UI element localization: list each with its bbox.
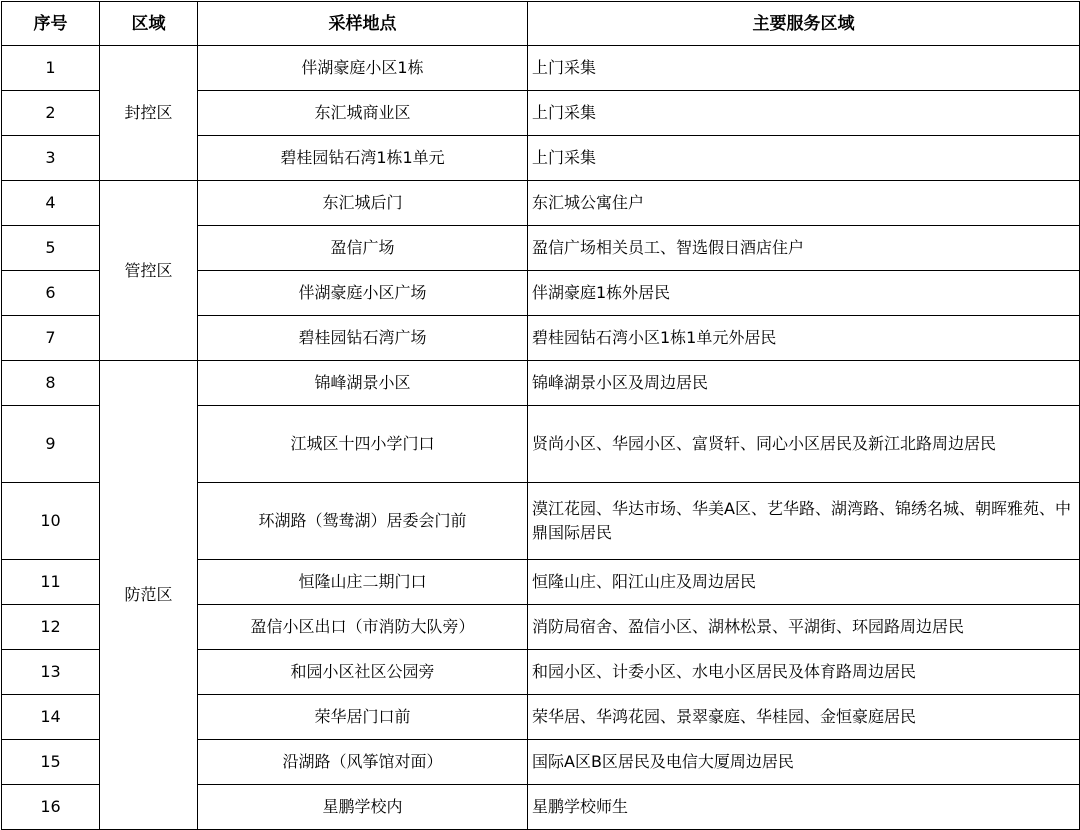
service-area: 和园小区、计委小区、水电小区居民及体育路周边居民 bbox=[528, 650, 1080, 695]
service-area: 贤尚小区、华园小区、富贤轩、同心小区居民及新江北路周边居民 bbox=[528, 406, 1080, 483]
row-number: 15 bbox=[2, 740, 100, 785]
sampling-site: 锦峰湖景小区 bbox=[198, 361, 528, 406]
zone-cell: 防范区 bbox=[100, 361, 198, 830]
sampling-site: 东汇城商业区 bbox=[198, 91, 528, 136]
service-area: 漠江花园、华达市场、华美A区、艺华路、湖湾路、锦绣名城、朝晖雅苑、中鼎国际居民 bbox=[528, 483, 1080, 560]
sampling-site: 伴湖豪庭小区1栋 bbox=[198, 46, 528, 91]
sampling-site: 盈信广场 bbox=[198, 226, 528, 271]
sampling-site: 东汇城后门 bbox=[198, 181, 528, 226]
row-number: 11 bbox=[2, 560, 100, 605]
row-number: 13 bbox=[2, 650, 100, 695]
row-number: 4 bbox=[2, 181, 100, 226]
service-area: 盈信广场相关员工、智选假日酒店住户 bbox=[528, 226, 1080, 271]
service-area: 碧桂园钻石湾小区1栋1单元外居民 bbox=[528, 316, 1080, 361]
table-row bbox=[2, 181, 1080, 226]
sampling-site: 碧桂园钻石湾广场 bbox=[198, 316, 528, 361]
service-area: 消防局宿舍、盈信小区、湖林松景、平湖街、环园路周边居民 bbox=[528, 605, 1080, 650]
service-area: 上门采集 bbox=[528, 136, 1080, 181]
row-number: 14 bbox=[2, 695, 100, 740]
sampling-site: 荣华居门口前 bbox=[198, 695, 528, 740]
header-no: 序号 bbox=[2, 2, 100, 46]
row-number: 7 bbox=[2, 316, 100, 361]
sampling-site: 碧桂园钻石湾1栋1单元 bbox=[198, 136, 528, 181]
sampling-site: 环湖路（鸳鸯湖）居委会门前 bbox=[198, 483, 528, 560]
sampling-site: 星鹏学校内 bbox=[198, 785, 528, 830]
service-area: 伴湖豪庭1栋外居民 bbox=[528, 271, 1080, 316]
header-zone: 区域 bbox=[100, 2, 198, 46]
sampling-sites-table bbox=[1, 1, 1080, 830]
row-number: 1 bbox=[2, 46, 100, 91]
service-area: 星鹏学校师生 bbox=[528, 785, 1080, 830]
header-site: 采样地点 bbox=[198, 2, 528, 46]
row-number: 9 bbox=[2, 406, 100, 483]
table-row bbox=[2, 361, 1080, 406]
zone-cell: 封控区 bbox=[100, 46, 198, 181]
header-service: 主要服务区域 bbox=[528, 2, 1080, 46]
row-number: 2 bbox=[2, 91, 100, 136]
service-area: 锦峰湖景小区及周边居民 bbox=[528, 361, 1080, 406]
row-number: 16 bbox=[2, 785, 100, 830]
sampling-site: 伴湖豪庭小区广场 bbox=[198, 271, 528, 316]
row-number: 8 bbox=[2, 361, 100, 406]
row-number: 6 bbox=[2, 271, 100, 316]
row-number: 10 bbox=[2, 483, 100, 560]
sampling-site: 恒隆山庄二期门口 bbox=[198, 560, 528, 605]
row-number: 5 bbox=[2, 226, 100, 271]
service-area: 上门采集 bbox=[528, 91, 1080, 136]
service-area: 上门采集 bbox=[528, 46, 1080, 91]
row-number: 3 bbox=[2, 136, 100, 181]
sampling-site: 和园小区社区公园旁 bbox=[198, 650, 528, 695]
header-row bbox=[2, 2, 1080, 46]
service-area: 国际A区B区居民及电信大厦周边居民 bbox=[528, 740, 1080, 785]
table-row bbox=[2, 46, 1080, 91]
row-number: 12 bbox=[2, 605, 100, 650]
sampling-site: 江城区十四小学门口 bbox=[198, 406, 528, 483]
service-area: 东汇城公寓住户 bbox=[528, 181, 1080, 226]
service-area: 恒隆山庄、阳江山庄及周边居民 bbox=[528, 560, 1080, 605]
zone-cell: 管控区 bbox=[100, 181, 198, 361]
sampling-site: 盈信小区出口（市消防大队旁） bbox=[198, 605, 528, 650]
sampling-site: 沿湖路（风筝馆对面） bbox=[198, 740, 528, 785]
service-area: 荣华居、华鸿花园、景翠豪庭、华桂园、金恒豪庭居民 bbox=[528, 695, 1080, 740]
